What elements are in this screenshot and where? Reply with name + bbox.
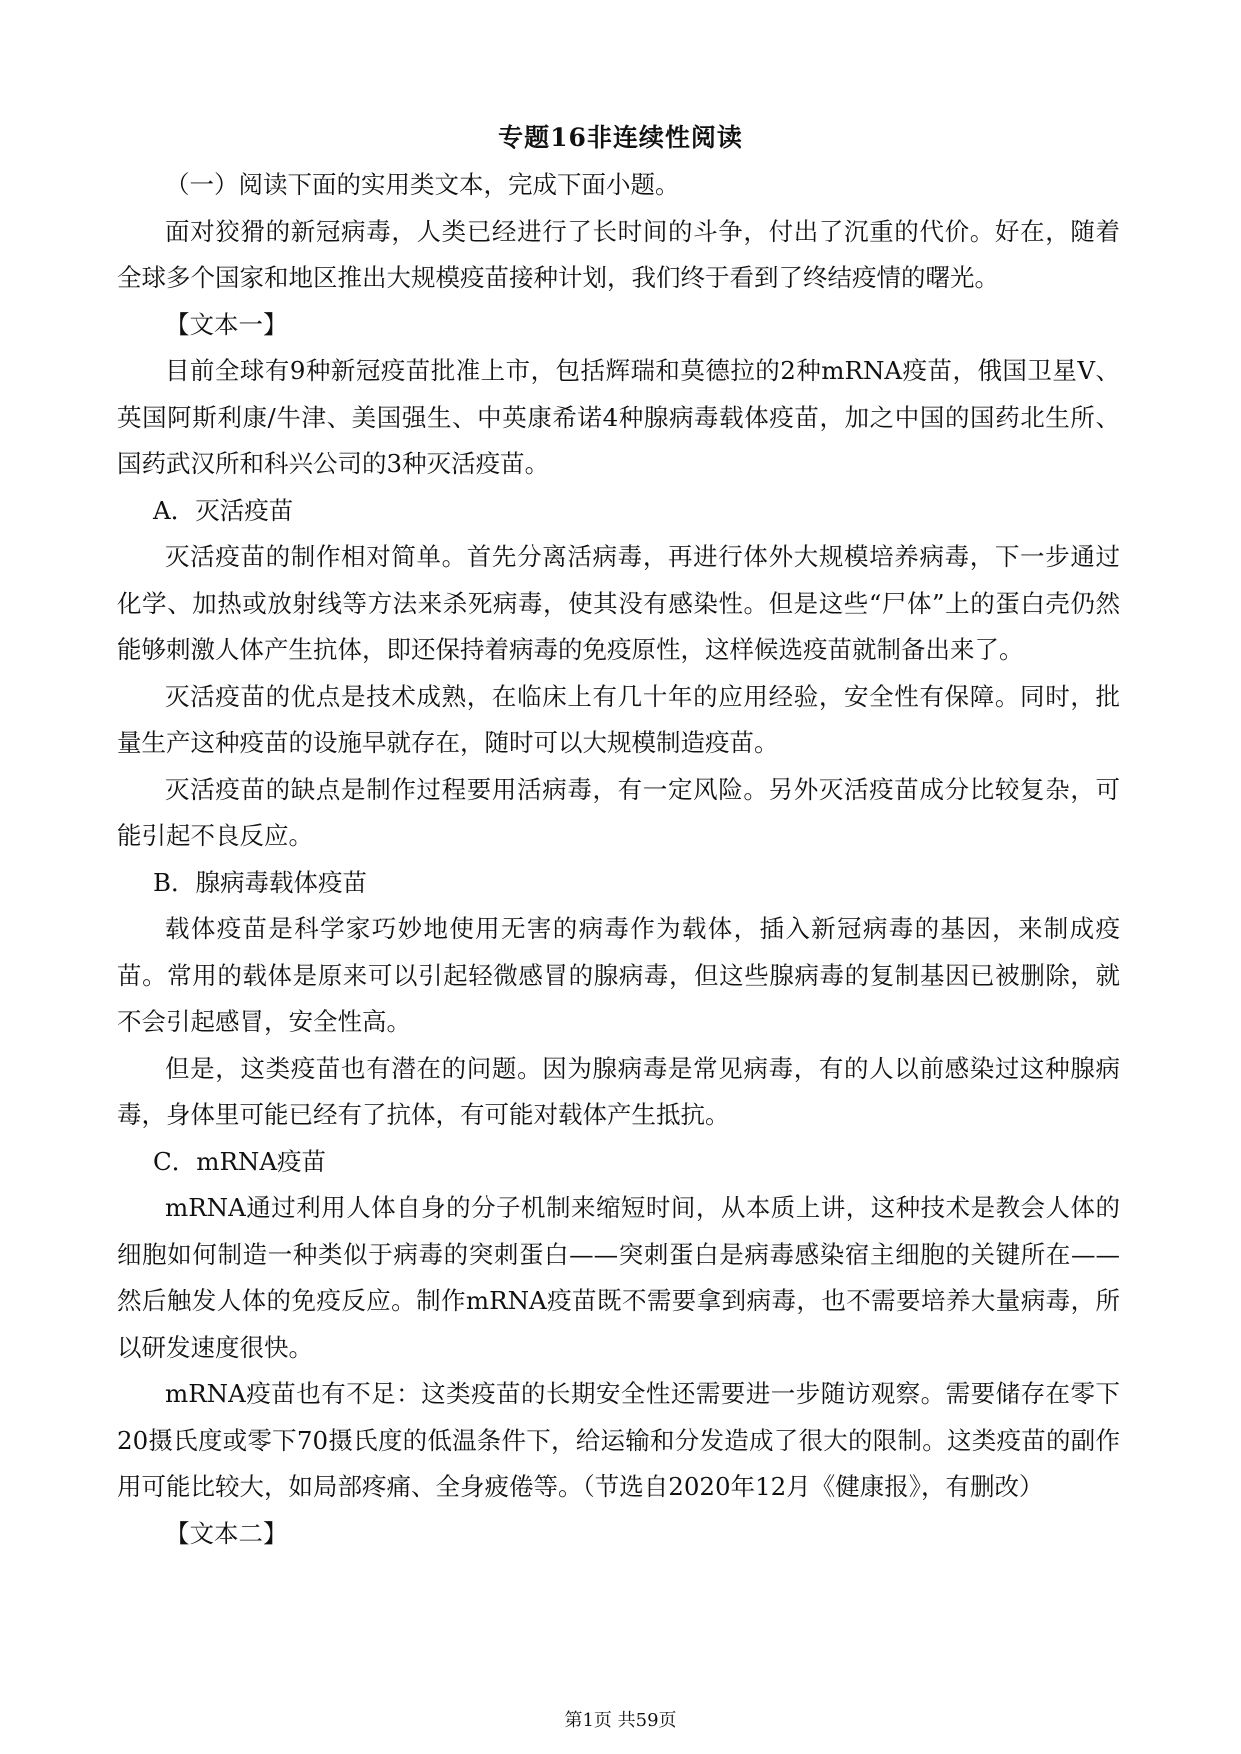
paragraph-adenovirus-description: 载体疫苗是科学家巧妙地使用无害的病毒作为载体，插入新冠病毒的基因，来制成疫苗。常用的载体是原来可以引起轻微感冒的腺病毒，但这些腺病毒的复制基因已被删除，就不会引起感冒，安全性高。 xyxy=(117,914,1120,1036)
subheading-inactivated-vaccine: A．灭活疫苗 xyxy=(153,495,294,525)
paragraph-intro: 面对狡猾的新冠病毒，人类已经进行了长时间的斗争，付出了沉重的代价。好在，随着全球多个国家和地区推出大规模疫苗接种计划，我们终于看到了终结疫情的曙光。 xyxy=(117,216,1120,292)
document-body xyxy=(117,162,1120,1557)
section-heading-text-one: 【文本一】 xyxy=(165,309,288,339)
paragraph-mrna-description: mRNA通过利用人体自身的分子机制来缩短时间，从本质上讲，这种技术是教会人体的细胞如何制造一种类似于病毒的突刺蛋白——突刺蛋白是病毒感染宿主细胞的关键所在——然后触发人体的免疫反应。制作mRNA疫苗既不需要拿到病毒，也不需要培养大量病毒，所以研发速度很快。 xyxy=(117,1193,1120,1362)
paragraph-inactivated-production: 灭活疫苗的制作相对简单。首先分离活病毒，再进行体外大规模培养病毒，下一步通过化学、加热或放射线等方法来杀死病毒，使其没有感染性。但是这些“尸体”上的蛋白壳仍然能够刺激人体产生抗体，即还保持着病毒的免疫原性，这样候选疫苗就制备出来了。 xyxy=(117,542,1120,664)
paragraph-vaccine-overview: 目前全球有9种新冠疫苗批准上市，包括辉瑞和莫德拉的2种mRNA疫苗，俄国卫星V、英国阿斯利康/牛津、美国强生、中英康希诺4种腺病毒载体疫苗，加之中国的国药北生所、国药武汉所和科兴公司的3种灭活疫苗。 xyxy=(117,356,1120,478)
page-footer: 第1页 共59页 xyxy=(564,1710,677,1731)
paragraph-adenovirus-problems: 但是，这类疫苗也有潜在的问题。因为腺病毒是常见病毒，有的人以前感染过这种腺病毒，身体里可能已经有了抗体，有可能对载体产生抵抗。 xyxy=(117,1053,1120,1129)
question-intro: （一）阅读下面的实用类文本，完成下面小题。 xyxy=(165,170,680,199)
paragraph-inactivated-disadvantages: 灭活疫苗的缺点是制作过程要用活病毒，有一定风险。另外灭活疫苗成分比较复杂，可能引起不良反应。 xyxy=(117,774,1120,850)
subheading-mrna-vaccine: C．mRNA疫苗 xyxy=(153,1146,327,1176)
document-title: 专题16非连续性阅读 xyxy=(498,123,743,152)
subheading-adenovirus-vaccine: B．腺病毒载体疫苗 xyxy=(153,867,368,897)
paragraph-mrna-shortcomings: mRNA疫苗也有不足：这类疫苗的长期安全性还需要进一步随访观察。需要储存在零下20摄氏度或零下70摄氏度的低温条件下，给运输和分发造成了很大的限制。这类疫苗的副作用可能比较大，如局部疼痛、全身疲倦等。（节选自2020年12月《健康报》，有删改） xyxy=(117,1379,1120,1501)
section-heading-text-two: 【文本二】 xyxy=(165,1518,288,1548)
paragraph-inactivated-advantages: 灭活疫苗的优点是技术成熟，在临床上有几十年的应用经验，安全性有保障。同时，批量生产这种疫苗的设施早就存在，随时可以大规模制造疫苗。 xyxy=(117,681,1120,757)
